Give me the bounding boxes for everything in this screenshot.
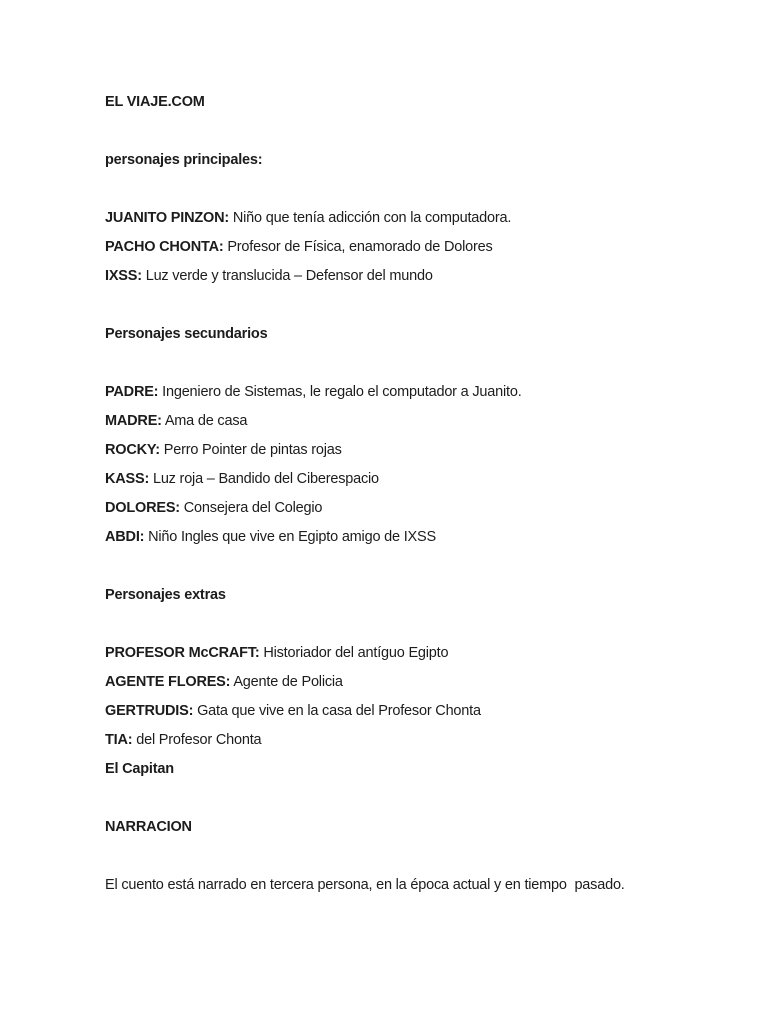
character-name: ABDI: bbox=[105, 529, 145, 545]
character-entry bbox=[105, 465, 680, 494]
character-name: TIA: bbox=[105, 732, 133, 748]
character-description: Agente de Policia bbox=[230, 674, 343, 690]
doc-title: EL VIAJE.COM bbox=[105, 94, 205, 110]
character-name: ROCKY: bbox=[105, 442, 160, 458]
character-entry bbox=[105, 639, 680, 668]
character-description: Historiador del antíguo Egipto bbox=[259, 645, 449, 661]
character-entry bbox=[105, 204, 680, 233]
narration-text: El cuento está narrado en tercera persona, en la época actual y en tiempo pasado. bbox=[105, 877, 625, 893]
character-description: Ingeniero de Sistemas, le regalo el computador a Juanito. bbox=[158, 384, 522, 400]
section-heading: El Capitan bbox=[105, 761, 174, 777]
blank-line bbox=[105, 117, 680, 146]
character-entry bbox=[105, 262, 680, 291]
character-entry bbox=[105, 233, 680, 262]
section-heading: NARRACION bbox=[105, 819, 192, 835]
character-entry bbox=[105, 523, 680, 552]
blank-line bbox=[105, 784, 680, 813]
character-entry bbox=[105, 436, 680, 465]
blank-line bbox=[105, 610, 680, 639]
character-description: Gata que vive en la casa del Profesor Chonta bbox=[193, 703, 481, 719]
character-name: JUANITO PINZON: bbox=[105, 210, 230, 226]
character-name: PACHO CHONTA: bbox=[105, 239, 224, 255]
character-name: GERTRUDIS: bbox=[105, 703, 194, 719]
character-description: Profesor de Física, enamorado de Dolores bbox=[223, 239, 493, 255]
character-entry bbox=[105, 494, 680, 523]
character-entry bbox=[105, 378, 680, 407]
character-description: Perro Pointer de pintas rojas bbox=[159, 442, 342, 458]
character-description: Luz verde y translucida – Defensor del mundo bbox=[141, 268, 433, 284]
character-name: PADRE: bbox=[105, 384, 159, 400]
character-name: DOLORES: bbox=[105, 500, 180, 516]
character-description: Luz roja – Bandido del Ciberespacio bbox=[149, 471, 379, 487]
character-entry bbox=[105, 407, 680, 436]
character-name: MADRE: bbox=[105, 413, 162, 429]
character-description: del Profesor Chonta bbox=[132, 732, 262, 748]
character-entry bbox=[105, 668, 680, 697]
blank-line bbox=[105, 349, 680, 378]
blank-line bbox=[105, 175, 680, 204]
character-entry bbox=[105, 697, 680, 726]
character-entry bbox=[105, 726, 680, 755]
character-name: KASS: bbox=[105, 471, 150, 487]
blank-line bbox=[105, 842, 680, 871]
document-body bbox=[105, 88, 680, 900]
character-name: IXSS: bbox=[105, 268, 142, 284]
character-description: Niño Ingles que vive en Egipto amigo de IXSS bbox=[144, 529, 436, 545]
character-name: AGENTE FLORES: bbox=[105, 674, 231, 690]
section-heading: Personajes secundarios bbox=[105, 326, 268, 342]
character-description: Niño que tenía adicción con la computadora. bbox=[229, 210, 512, 226]
character-description: Ama de casa bbox=[161, 413, 248, 429]
section-heading: Personajes extras bbox=[105, 587, 226, 603]
section-heading: personajes principales: bbox=[105, 152, 263, 168]
character-name: PROFESOR McCRAFT: bbox=[105, 645, 260, 661]
blank-line bbox=[105, 291, 680, 320]
character-description: Consejera del Colegio bbox=[179, 500, 323, 516]
blank-line bbox=[105, 552, 680, 581]
